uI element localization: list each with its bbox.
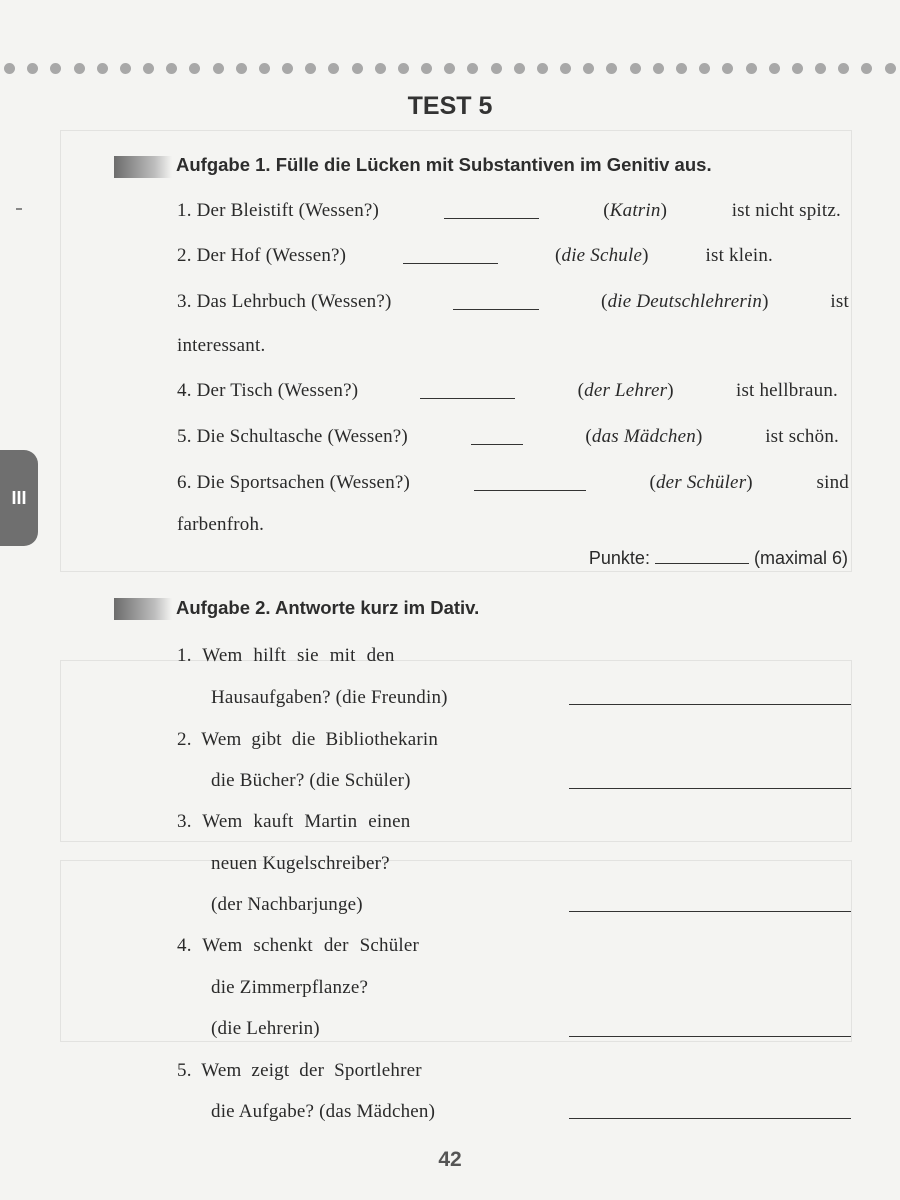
aufgabe1-item: 4. Der Tisch (Wessen?) (der Lehrer) ist hellbraun. (177, 380, 838, 401)
item-prefix: 1. Der Bleistift (Wessen?) (177, 200, 380, 221)
binding-dot (560, 63, 571, 74)
item-hint: der Schüler (655, 472, 747, 493)
binding-dot (537, 63, 548, 74)
aufgabe1-item: 2. Der Hof (Wessen?) (die Schule) ist klein. (177, 245, 773, 266)
binding-dot (375, 63, 386, 74)
answer-blank[interactable] (474, 472, 586, 491)
binding-dot (120, 63, 131, 74)
section-marker (114, 156, 172, 178)
answer-line[interactable] (569, 911, 851, 912)
item-hint: die Schule (561, 245, 643, 266)
item-continuation: interessant. (177, 335, 266, 356)
binding-dot (421, 63, 432, 74)
binding-dot (189, 63, 200, 74)
question-line: 2. Wem gibt die Bibliothekarin (177, 729, 439, 750)
answer-blank[interactable] (420, 380, 515, 399)
binding-dot (769, 63, 780, 74)
item-suffix: ist hellbraun. (735, 380, 838, 401)
binding-dot (815, 63, 826, 74)
item-prefix: 6. Die Sportsachen (Wessen?) (177, 472, 411, 493)
aufgabe1-item: 5. Die Schultasche (Wessen?) (das Mädchen) ist schön. (177, 426, 839, 447)
answer-line[interactable] (569, 788, 851, 789)
binding-dot (491, 63, 502, 74)
binding-dot (792, 63, 803, 74)
question-line: die Aufgabe? (das Mädchen) (211, 1101, 436, 1122)
binding-dot (467, 63, 478, 74)
answer-line[interactable] (569, 1036, 851, 1037)
chapter-tab: III (0, 450, 38, 546)
item-continuation: farbenfroh. (177, 514, 265, 535)
aufgabe1-item: 6. Die Sportsachen (Wessen?) (der Schüler) sind (177, 472, 849, 493)
binding-dot (398, 63, 409, 74)
item-suffix: ist nicht spitz. (731, 200, 841, 221)
item-hint: der Lehrer (584, 380, 668, 401)
binding-dots (0, 63, 900, 77)
item-suffix: ist (830, 291, 849, 312)
binding-dot (166, 63, 177, 74)
binding-dot (282, 63, 293, 74)
answer-blank[interactable] (471, 426, 523, 445)
score-label: Punkte: (588, 548, 650, 568)
answer-line[interactable] (569, 1118, 851, 1119)
binding-dot (630, 63, 641, 74)
answer-blank[interactable] (403, 245, 498, 264)
binding-dot (74, 63, 85, 74)
binding-dot (514, 63, 525, 74)
answer-blank[interactable] (444, 200, 539, 219)
binding-dot (746, 63, 757, 74)
binding-dot (352, 63, 363, 74)
binding-dot (676, 63, 687, 74)
question-line: die Bücher? (die Schüler) (211, 770, 411, 791)
binding-dot (328, 63, 339, 74)
binding-dot (236, 63, 247, 74)
question-line: 1. Wem hilft sie mit den (177, 645, 395, 666)
item-suffix: ist klein. (705, 245, 773, 266)
question-line: Hausaufgaben? (die Freundin) (211, 687, 448, 708)
margin-mark (16, 208, 22, 210)
aufgabe1-item: 3. Das Lehrbuch (Wessen?) (die Deutschlehrerin) ist (177, 291, 849, 312)
question-line: neuen Kugelschreiber? (211, 853, 390, 874)
binding-dot (606, 63, 617, 74)
binding-dot (4, 63, 15, 74)
aufgabe1-item: 1. Der Bleistift (Wessen?) (Katrin) ist nicht spitz. (177, 200, 841, 221)
section-marker (114, 598, 172, 620)
binding-dot (885, 63, 896, 74)
binding-dot (838, 63, 849, 74)
binding-dot (653, 63, 664, 74)
item-hint: das Mädchen (591, 426, 696, 447)
binding-dot (444, 63, 455, 74)
score-line (589, 545, 848, 569)
item-prefix: 5. Die Schultasche (Wessen?) (177, 426, 408, 447)
test-title: TEST 5 (407, 92, 493, 120)
item-prefix: 3. Das Lehrbuch (Wessen?) (177, 291, 392, 312)
binding-dot (213, 63, 224, 74)
question-line: (der Nachbarjunge) (211, 894, 363, 915)
binding-dot (143, 63, 154, 74)
item-prefix: 2. Der Hof (Wessen?) (177, 245, 347, 266)
binding-dot (50, 63, 61, 74)
answer-blank[interactable] (453, 291, 539, 310)
question-line: 5. Wem zeigt der Sportlehrer (177, 1060, 422, 1081)
score-blank[interactable] (655, 545, 749, 564)
item-suffix: ist schön. (765, 426, 839, 447)
item-prefix: 4. Der Tisch (Wessen?) (177, 380, 359, 401)
binding-dot (97, 63, 108, 74)
answer-line[interactable] (569, 704, 851, 705)
question-line: die Zimmerpflanze? (211, 977, 369, 998)
item-hint: die Deutschlehrerin (607, 291, 763, 312)
binding-dot (583, 63, 594, 74)
page-number: 42 (438, 1148, 462, 1171)
question-line: 3. Wem kauft Martin einen (177, 811, 411, 832)
binding-dot (259, 63, 270, 74)
aufgabe2-heading: Aufgabe 2. Antworte kurz im Dativ. (176, 597, 480, 618)
aufgabe1-heading: Aufgabe 1. Fülle die Lücken mit Substantiven im Genitiv aus. (176, 154, 712, 175)
question-line: (die Lehrerin) (211, 1018, 320, 1039)
item-suffix: sind (816, 472, 849, 493)
binding-dot (722, 63, 733, 74)
binding-dot (861, 63, 872, 74)
binding-dot (305, 63, 316, 74)
binding-dot (27, 63, 38, 74)
binding-dot (699, 63, 710, 74)
score-max: (maximal 6) (753, 548, 848, 568)
item-hint: Katrin (609, 200, 661, 221)
question-line: 4. Wem schenkt der Schüler (177, 935, 420, 956)
